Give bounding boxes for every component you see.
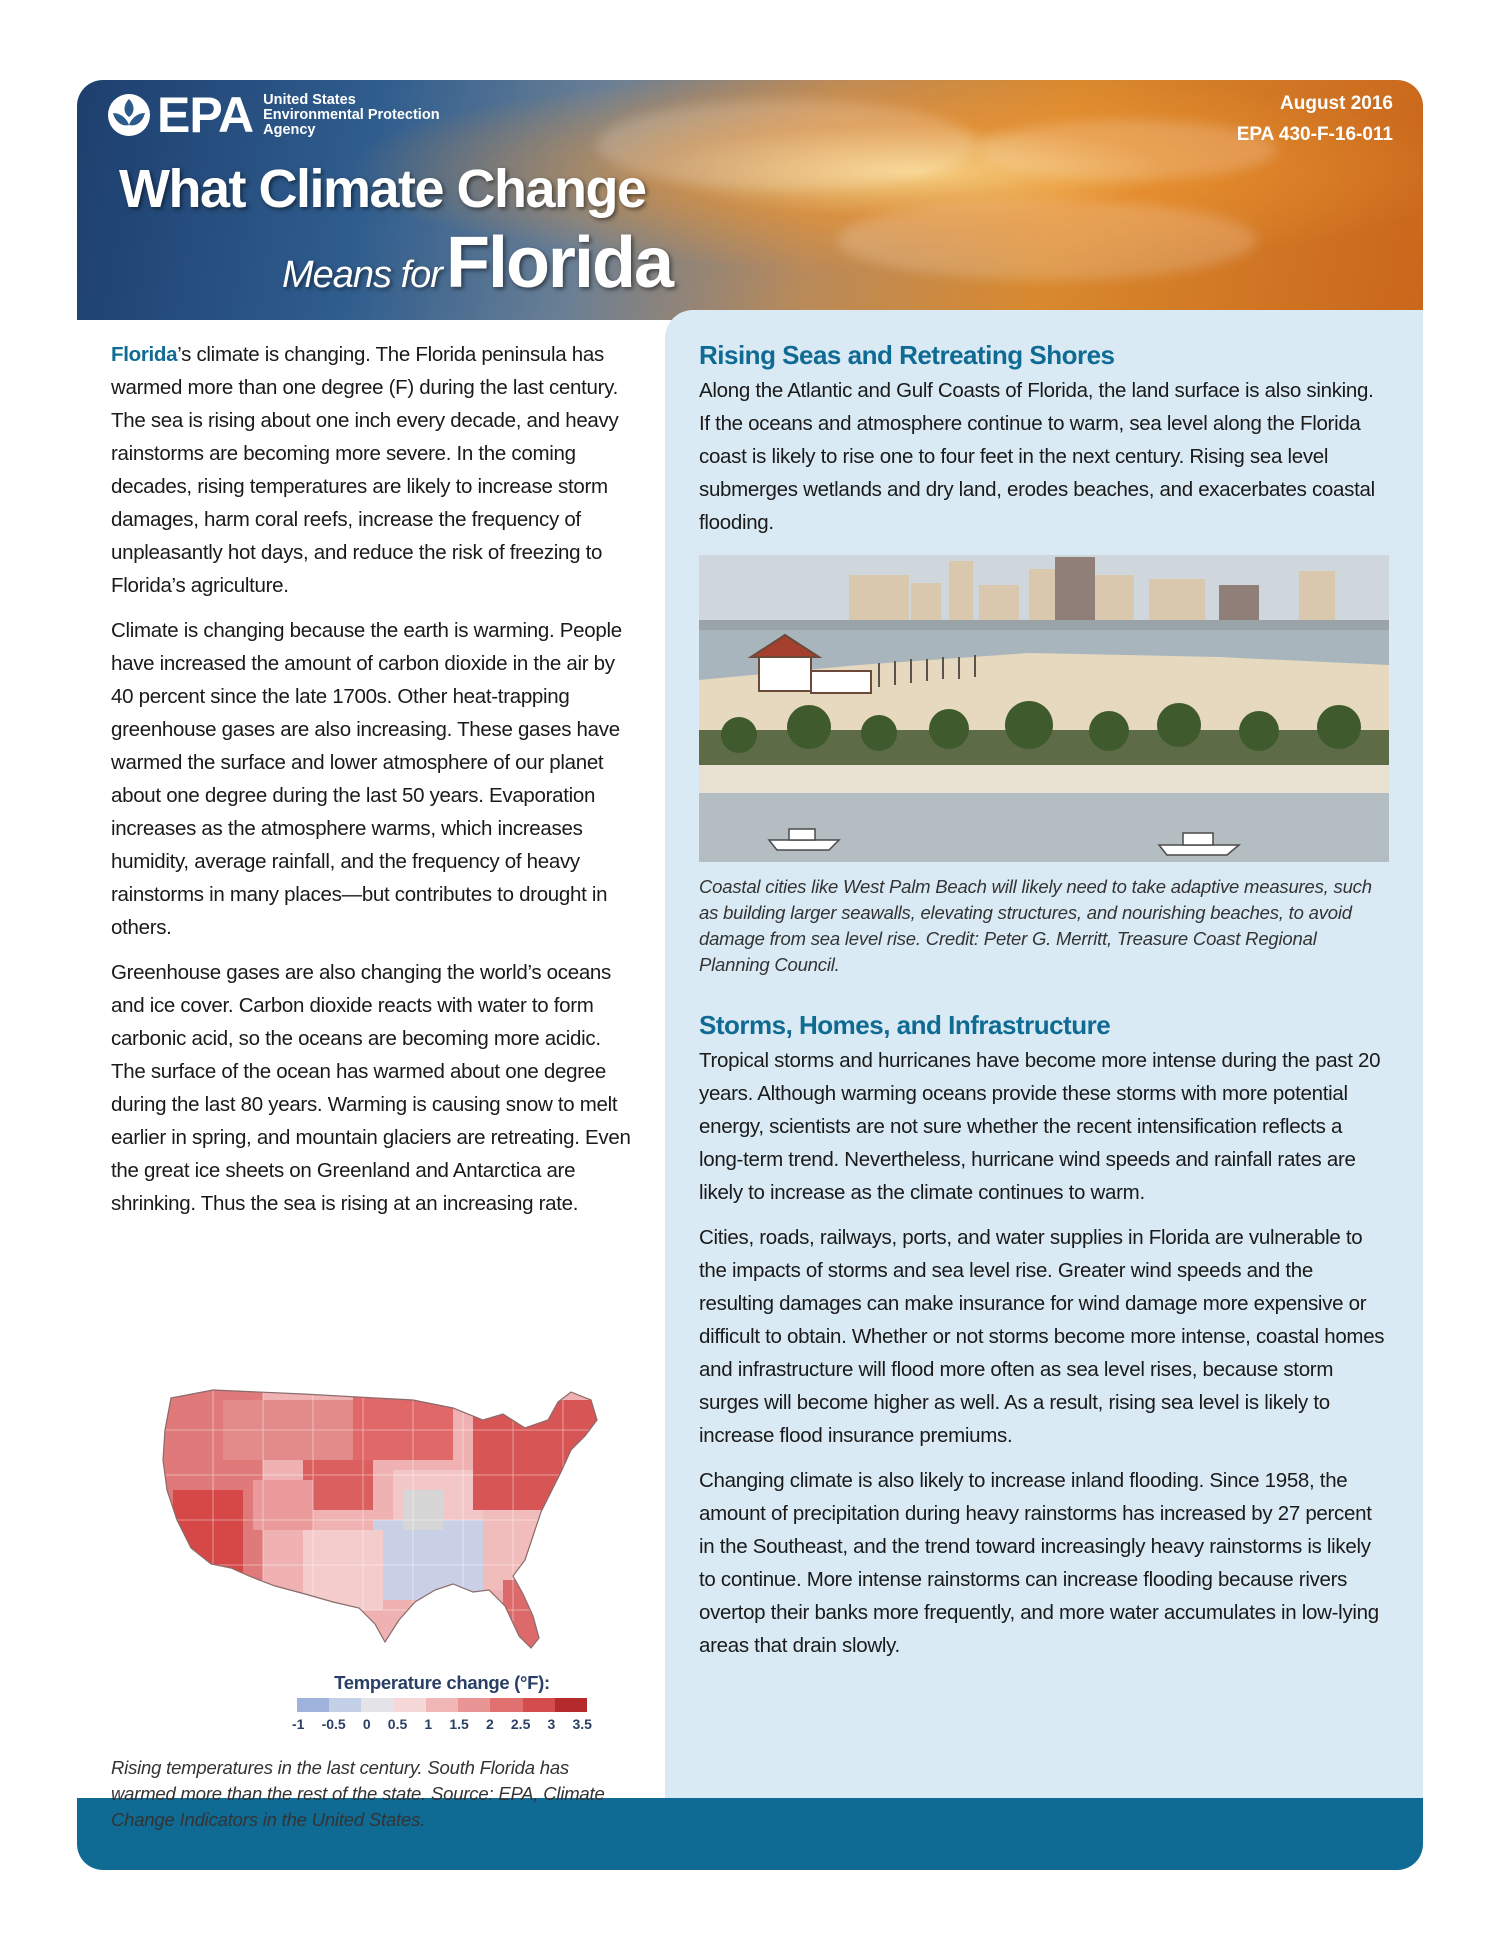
legend-tick-label: -1	[292, 1716, 305, 1732]
legend-tick-label: 2	[485, 1716, 494, 1732]
section-heading-rising-seas: Rising Seas and Retreating Shores	[699, 340, 1115, 370]
legend-tick-label: 0.5	[387, 1716, 408, 1732]
legend-color-bar	[297, 1698, 587, 1712]
header-banner	[77, 80, 1423, 320]
map-caption	[111, 1755, 631, 1833]
publication-date: August 2016	[1280, 93, 1393, 114]
page-subtitle	[282, 222, 672, 304]
subtitle-state: Florida	[445, 223, 672, 303]
rising-seas-paragraph: Along the Atlantic and Gulf Coasts of Florida, the land surface is also sinking. If the oceans and atmosphere continue to warm, sea level along the Florida coast is likely to rise one to four feet in the next century. Rising sea level submerges wetlands and dry land, erodes beaches, and exacerbates coastal flooding.	[699, 379, 1375, 534]
storms-paragraph-1: Tropical storms and hurricanes have become more intense during the past 20 years. Although warming oceans provide these storms with more potential energy, scientists are not sure whether the recent intensification reflects a long-term trend. Nevertheless, hurricane wind speeds and rainfall rates are likely to increase as the climate continues to warm.	[699, 1049, 1381, 1204]
legend-tick-label: -0.5	[321, 1716, 346, 1732]
legend-swatch	[361, 1698, 393, 1712]
agency-line: Environmental Protection	[263, 106, 440, 123]
legend-swatch	[555, 1698, 587, 1712]
legend-tick-label: 2.5	[510, 1716, 531, 1732]
document-number: EPA 430-F-16-011	[1236, 124, 1393, 145]
legend-swatch	[329, 1698, 361, 1712]
legend-tick-label: 3.5	[572, 1716, 592, 1732]
epa-logo	[107, 87, 440, 143]
photo-caption: Coastal cities like West Palm Beach will likely need to take adaptive measures, such as building larger seawalls, elevating structures, and nourishing beaches, to avoid damage from sea level rise. Credit: Peter G. Merritt, Treasure Coast Regional Planning Council.	[699, 876, 1372, 975]
agency-line: Agency	[263, 121, 316, 138]
intro-highlight: Florida	[111, 343, 178, 366]
right-column	[699, 338, 1389, 1674]
agency-name	[263, 93, 439, 138]
legend-tick-label: 1	[424, 1716, 433, 1732]
legend-ticks	[292, 1716, 592, 1732]
intro-paragraph	[111, 338, 639, 602]
left-column	[111, 338, 639, 1232]
page-title: What Climate Change	[119, 159, 646, 219]
west-palm-beach-photo	[699, 555, 1389, 862]
coastal-photo	[699, 555, 1389, 862]
legend-swatch	[523, 1698, 555, 1712]
map-caption-text: Rising temperatures in the last century. South Florida has warmed more than the rest of the state. Source: EPA, Climate Change Indicators in the United States.	[111, 1757, 605, 1830]
oceans-paragraph: Greenhouse gases are also changing the world’s oceans and ice cover. Carbon dioxide reacts with water to form carbonic acid, so the oceans are becoming more acidic. The surface of the ocean has warmed about one degree during the last 80 years. Warming is causing snow to melt earlier in spring, and mountain glaciers are retreating. Even the great ice sheets on Greenland and Antarctica are shrinking. Thus the sea is rising at an increasing rate.	[111, 961, 631, 1215]
legend-tick-label: 0	[362, 1716, 371, 1732]
legend-swatch	[490, 1698, 522, 1712]
document-meta	[1237, 88, 1393, 150]
legend-title: Temperature change (°F):	[334, 1672, 550, 1693]
legend-tick-label: 3	[547, 1716, 556, 1732]
legend-tick-label: 1.5	[449, 1716, 469, 1732]
us-map-graphic	[153, 1380, 623, 1665]
us-temperature-map	[153, 1380, 623, 1670]
map-legend	[277, 1672, 607, 1732]
storms-paragraph-3: Changing climate is also likely to increase inland flooding. Since 1958, the amount of precipitation during heavy rainstorms has increased by 27 percent in the Southeast, and the trend toward increasingly heavy rainstorms is likely to continue. More intense rainstorms can increase flooding because rivers overtop their banks more frequently, and more water accumulates in low-lying areas that drain slowly.	[699, 1469, 1379, 1657]
epa-flower-icon	[107, 93, 151, 137]
legend-swatch	[458, 1698, 490, 1712]
intro-text: ’s climate is changing. The Florida peninsula has warmed more than one degree (F) during the last century. The sea is rising about one inch every decade, and heavy rainstorms are becoming more severe. In the coming decades, rising temperatures are likely to increase storm damages, harm coral reefs, increase the frequency of unpleasantly hot days, and reduce the risk of freezing to Florida’s agriculture.	[111, 343, 619, 597]
legend-swatch	[426, 1698, 458, 1712]
legend-swatch	[394, 1698, 426, 1712]
legend-swatch	[297, 1698, 329, 1712]
section-heading-storms: Storms, Homes, and Infrastructure	[699, 1010, 1111, 1040]
epa-wordmark: EPA	[157, 87, 254, 143]
subtitle-means-for: Means for	[282, 254, 442, 296]
fact-sheet-card	[77, 80, 1423, 1870]
agency-line: United States	[263, 91, 356, 108]
warming-paragraph: Climate is changing because the earth is warming. People have increased the amount of carbon dioxide in the air by 40 percent since the late 1700s. Other heat-trapping greenhouse gases are also increasing. These gases have warmed the surface and lower atmosphere of our planet about one degree during the last 50 years. Evaporation increases as the atmosphere warms, which increases humidity, average rainfall, and the frequency of heavy rainstorms in many places—but contributes to drought in others.	[111, 619, 622, 939]
storms-paragraph-2: Cities, roads, railways, ports, and water supplies in Florida are vulnerable to the impacts of storms and sea level rise. Greater wind speeds and the resulting damages can make insurance for wind damage more expensive or difficult to obtain. Whether or not storms become more intense, coastal homes and infrastructure will flood more often as sea level rises, because storm surges will become higher as well. As a result, rising sea level is likely to increase flood insurance premiums.	[699, 1226, 1385, 1447]
